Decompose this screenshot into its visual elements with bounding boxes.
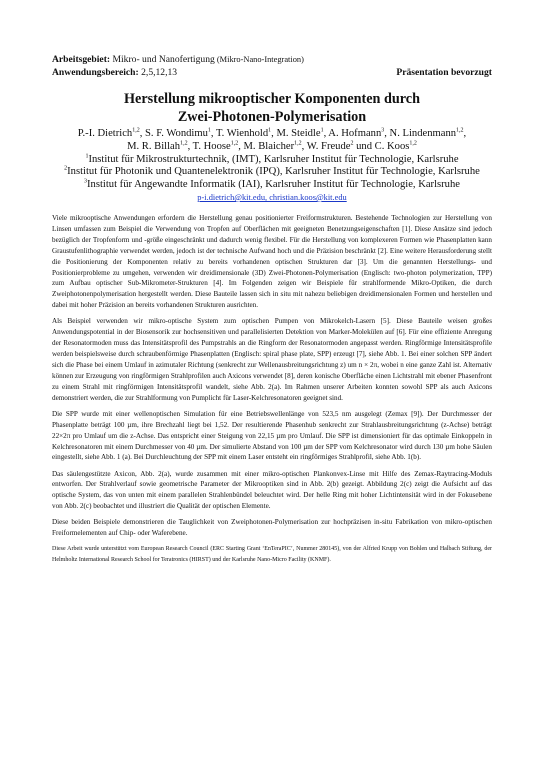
author-block bbox=[52, 128, 492, 205]
application-area-label: Anwendungsbereich: bbox=[52, 67, 139, 78]
affiliation-1: $^1$Institut für Mikrostrukturtechnik, (IMT), Karlsruher Institut für Technologie, Karlsruhe bbox=[85, 153, 459, 165]
affiliation-3: $^3$Institut für Angewandte Informatik (IAI), Karlsruher Institut für Technologie, Karlsruhe bbox=[84, 178, 460, 191]
subject-area-value: Mikro- und Nanofertigung bbox=[110, 54, 215, 65]
paragraph-intro: Viele mikrooptische Anwendungen erfordern die Herstellung genau positionierter Freiformstrukturen. Bestehende Technologien zur Herstellung von Linsen umfassen zum Beispiel die Verwendung von Tropfen auf Oberflächen mit geeigneten Benetzungseigenschaften [1]. Diese Ansätze sind jedoch bezüglich der Tropfenform und -größe eingeschränkt und dadurch wenig flexibel. Für die Herstellung von komplexeren Formen wie Phasenplatten kann Graustufenlithographie verwendet werden, jedoch ist der technische Aufwand hoch und die Präzision beschränkt [2]. Eine weitere Herausforderung stellt die Positionierung der Komponenten relativ zu bereits vorhandenen optischen Strukturen dar [3]. Um die genannten Herstellungs- und Positionierprobleme zu umgehen, verwenden wir dreidimensionale (3D) Zwei-Photonen-Polymerisation (Englisch: two-photon polymerization, TPP) zum Aufbau optischer Sub-Mikrometer-Strukturen [4]. Im Folgenden zeigen wir Beispiele für strahlformende Mikro-Optiken, die durch Zweiphotonenpolymerisation hergestellt werden. Diese Bauteile lassen sich in situ mit nahezu beliebigen dreidimensionalen Formen und herstellen und dabei mit hoher Präzision an bereits vorhandenen Strukturen ausrichten. bbox=[52, 214, 492, 310]
subject-area bbox=[52, 54, 492, 66]
title-line-2: Zwei-Photonen-Polymerisation bbox=[177, 109, 367, 125]
acknowledgement: Diese Arbeit wurde unterstützt vom European Research Council (ERC Starting Grant ‘EnTeraPIC’, Nummer 280145), von der Alfried Krupp von Bohlen und Halbach Stiftung, der Helmholtz International Research School for Teratronics (HIRST) und der Karlsruhe Nano-Micro Facility (KNMF). bbox=[52, 546, 492, 563]
paper-title bbox=[52, 90, 492, 126]
subject-area-sub: (Mikro-Nano-Integration) bbox=[214, 55, 304, 64]
authors-line-1: P.-I. Dietrich$^{1,2}$, S. F. Wondimu$^1$, T. Wienhold$^1$, M. Steidle$^1$, A. Hofmann$^3$, N. Lindenmann$^{1,2}$, bbox=[77, 127, 467, 139]
subject-area-label: Arbeitsgebiet: bbox=[52, 54, 111, 65]
title-line-1: Herstellung mikrooptischer Komponenten durch bbox=[124, 91, 420, 107]
presentation-preference: Präsentation bevorzugt bbox=[396, 67, 492, 78]
body-text bbox=[52, 213, 492, 570]
paragraph-example: Als Beispiel verwenden wir mikro-optische System zum optischen Pumpen von Mikrokelch-Lasern [5]. Diese Bauteile weisen großes Anwendungspotential in der Biosensorik zur hochsensitiven und parallelisierten Detektion von Marker-Molekülen auf [6]. Für eine effiziente Anregung der Resonatormoden muss das Intensitätsprofil des Pumpstrahls an die Ringform der Resonatormoden angepasst werden. Ringförmige Intensitätsprofile werden beispielsweise durch schraubenförmige Phasenplatten (Englisch: spiral phase plate, SPP) erzeugt [7], siehe Abb. 1. Bei einer solchen SPP ändert sich die Phase bei einem Umlauf in azimutaler Richtung (senkrecht zur Wellenausbreitungsrichtung z) um n × 2π, wobei n eine ganze Zahl ist. Alternativ können zur Erzeugung von ringförmigen Strahlprofilen auch Axicons verwendet [8], deren konische Oberfläche einen Lichtstrahl mit ebener Phasenfront zu einem Strahl mit ringförmigen Intensitätsprofil wandelt, siehe Abb. 2(a). Im Rahmen unserer Arbeiten konnten sowohl SPP als auch Axicons demonstriert werden, die zur Strahlformung von Pumplicht für Laser-Kelchresonatoren geeignet sind. bbox=[52, 317, 492, 402]
paragraph-spp: Die SPP wurde mit einer wellenoptischen Simulation für eine Betriebswellenlänge von 523,5 nm ausgelegt (Zemax [9]). Der Durchmesser der Phasenplatte beträgt 100 µm, ihre Brechzahl liegt bei 1,52. Der resultierende Phasenhub senkrecht zur Strahlausbreitungsrichtung (z-Achse) beträgt 22×2π pro Umlauf um die z-Achse. Das entspricht einer Steigung von 22,15 µm pro Umlauf. Die SPP ist dimensioniert für das optimale Einkoppeln in Kelchresonatoren mit einem Durchmesser von 40 µm. Der simulierte Abstand von 100 µm der SPP vom Kelchresonator wird durch 130 µm hohe Säulen eingestellt, siehe Abb. 1 (a). Bei Durchleuchtung der SPP mit einem Laser entsteht ein ringförmiges Strahlprofil, siehe Abb. 1(b). bbox=[52, 409, 492, 462]
affiliation-2: $^2$Institut für Photonik und Quantenelektronik (IPQ), Karlsruher Institut für Technologie, Karlsruhe bbox=[64, 165, 480, 178]
paragraph-conclusion: Diese beiden Beispiele demonstrieren die Tauglichkeit von Zweiphotonen-Polymerisation zur hochpräzisen in-situ Fabrikation von mikro-optischen Freiformelementen auf Chip- oder Waferebene. bbox=[52, 518, 492, 538]
email-links[interactable]: p-i.dietrich@kit.edu, christian.koos@kit.edu bbox=[197, 192, 347, 202]
paragraph-axicon: Das säulengestützte Axicon, Abb. 2(a), wurde zusammen mit einer mikro-optischen Plankonvex-Linse mit Hilfe des Zemax-Raytracing-Moduls entworfen. Der Strahlverlauf sowie geometrische Parameter der Mikrooptiken sind in Abb. 2(b) gezeigt. Abbildung 2(c) zeigt die Aufsicht auf das optische System, das von unten mit einem parallelen Strahlenbündel beleuchtet wird. Der helle Ring mit hoher Lichtintensität wird in der Fokusebene von Abb. 2(c) beobachtet und illustriert die Qualität der optischen Elemente. bbox=[52, 469, 492, 511]
authors-line-2: M. R. Billah$^{1,2}$, T. Hoose$^{1,2}$, M. Blaicher$^{1,2}$, W. Freude$^2$ und C. Koos$^{1,2}$ bbox=[127, 140, 417, 152]
application-area-value: 2,5,12,13 bbox=[138, 67, 178, 78]
